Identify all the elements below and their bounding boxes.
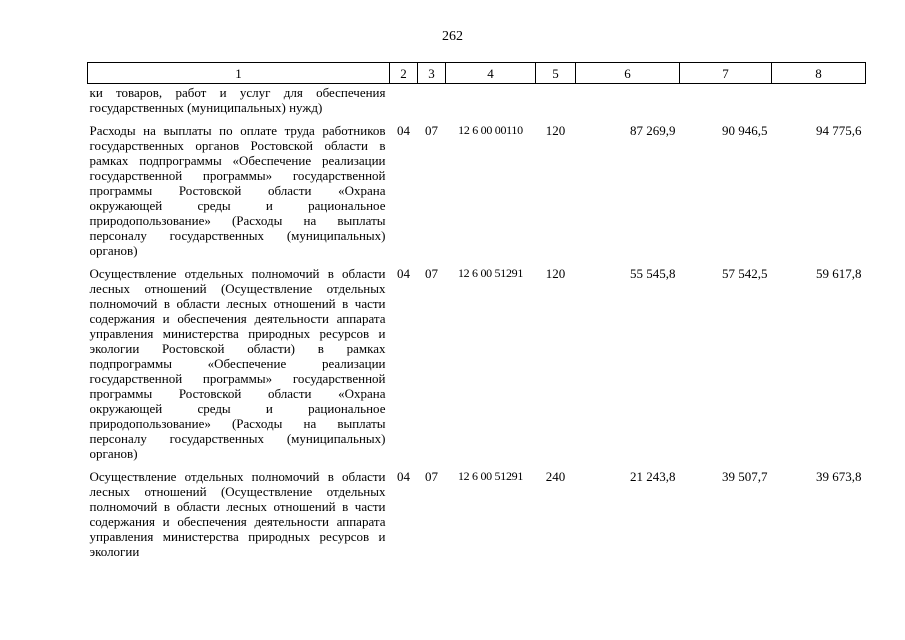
- row-section: 04: [397, 469, 410, 484]
- page-number: 262: [442, 29, 463, 44]
- column-header: 5: [536, 63, 576, 84]
- row-sum-year-1: 21 243,8: [630, 469, 676, 484]
- row-subsection: 07: [425, 469, 438, 484]
- row-target-article: 12 6 00 51291: [457, 469, 524, 483]
- table-row: [88, 258, 866, 461]
- row-expense-type: 240: [545, 469, 566, 484]
- row-sum-year-2: 57 542,5: [722, 266, 768, 281]
- row-section: 04: [397, 266, 410, 281]
- row-expense-type: 120: [545, 123, 566, 138]
- row-sum-year-3: 39 673,8: [816, 469, 862, 484]
- row-sum-year-3: 59 617,8: [816, 266, 862, 281]
- row-sum-year-2: [680, 84, 772, 116]
- row-sum-year-1: 55 545,8: [630, 266, 676, 281]
- row-sum-year-1: 87 269,9: [630, 123, 676, 138]
- row-target-article: 12 6 00 51291: [457, 266, 524, 280]
- column-header: 6: [576, 63, 680, 84]
- table-row: [88, 84, 866, 116]
- column-header: 3: [418, 63, 446, 84]
- row-description: Осуществление отдельных полномочий в области лесных отношений (Осуществление отдельных полномочий в области лесных отношений в части содержания и обеспечения деятельности аппарата управления министерства природных ресурсов и экологии: [89, 469, 386, 559]
- row-sum-year-1: [576, 84, 680, 116]
- row-subsection: 07: [425, 266, 438, 281]
- table-row: [88, 461, 866, 559]
- row-sum-year-2: 39 507,7: [722, 469, 768, 484]
- row-expense-type: 120: [545, 266, 566, 281]
- table-header-row: [88, 63, 866, 84]
- row-target-article: [446, 84, 536, 116]
- row-expense-type: [536, 84, 576, 116]
- column-header: 1: [88, 63, 390, 84]
- column-header: 4: [446, 63, 536, 84]
- column-header: 2: [390, 63, 418, 84]
- row-section: [390, 84, 418, 116]
- row-subsection: 07: [425, 123, 438, 138]
- row-section: 04: [397, 123, 410, 138]
- row-description: Расходы на выплаты по оплате труда работников государственных органов Ростовской области в рамках подпрограммы «Обеспечение реализации государственной программы» государственной программы Ростовской области «Охрана окружающей среды и рациональное природопользование» (Расходы на выплаты персоналу государственных (муниципальных) органов): [89, 123, 386, 258]
- row-description: ки товаров, работ и услуг для обеспечения государственных (муниципальных) нужд): [89, 85, 386, 115]
- row-subsection: [418, 84, 446, 116]
- row-sum-year-3: [772, 84, 866, 116]
- row-target-article: 12 6 00 00110: [458, 123, 523, 137]
- budget-table: [87, 62, 866, 559]
- row-sum-year-2: 90 946,5: [722, 123, 768, 138]
- row-sum-year-3: 94 775,6: [816, 123, 862, 138]
- column-header: 8: [772, 63, 866, 84]
- row-description: Осуществление отдельных полномочий в области лесных отношений (Осуществление отдельных полномочий в области лесных отношений в части содержания и обеспечения деятельности аппарата управления министерства природных ресурсов и экологии Ростовской области) в рамках подпрограммы «Обеспечение реализации государственной программы» государственной программы Ростовской области «Охрана окружающей среды и рациональное природопользование» (Расходы на выплаты персоналу государственных (муниципальных) органов): [89, 266, 386, 461]
- column-header: 7: [680, 63, 772, 84]
- table-row: [88, 115, 866, 258]
